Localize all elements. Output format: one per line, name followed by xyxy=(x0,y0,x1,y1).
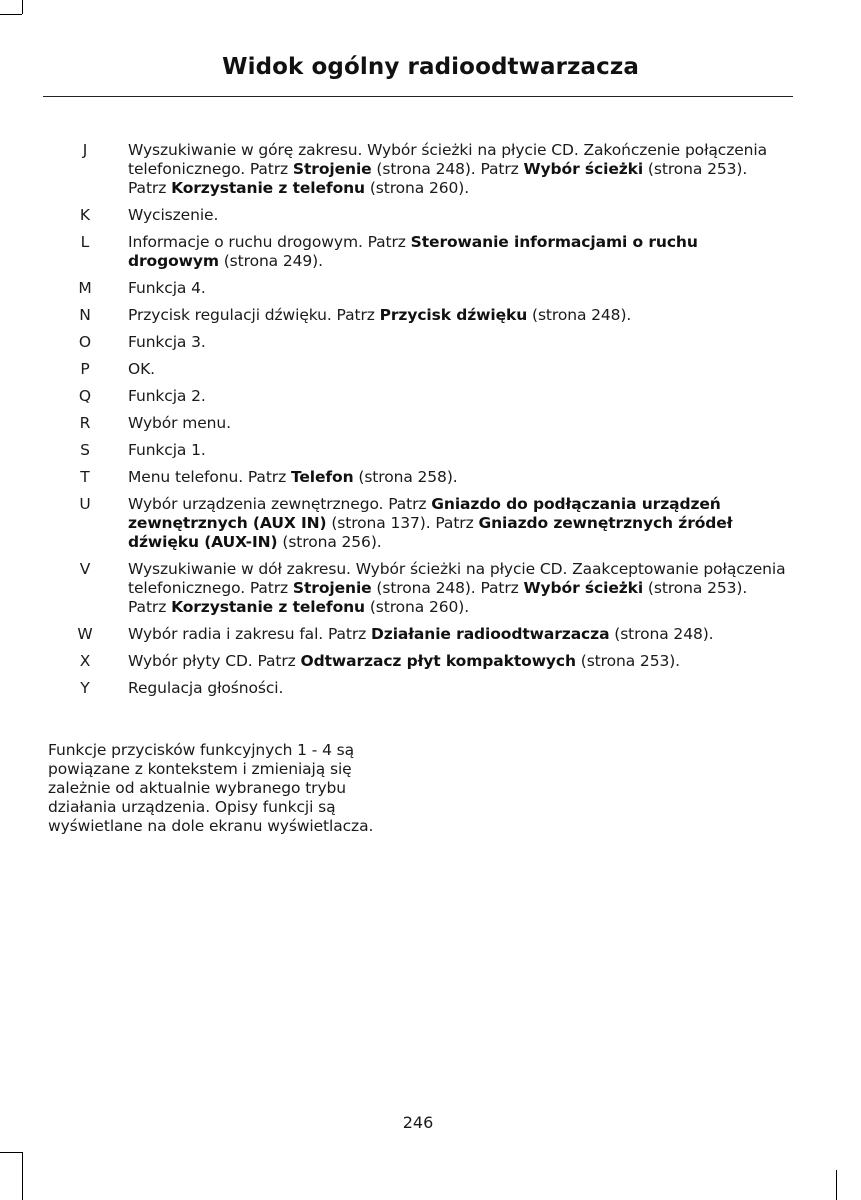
crop-mark-top-left-horizontal xyxy=(0,14,22,15)
description-text: Funkcja 1. xyxy=(128,441,206,459)
description-text: (strona 260). xyxy=(365,598,470,616)
page-title: Widok ogólny radioodtwarzacza xyxy=(222,54,639,80)
description-text: Funkcja 2. xyxy=(128,387,206,405)
description-text: Wybór urządzenia zewnętrznego. Patrz xyxy=(128,495,432,513)
description-text: (strona 253). Patrz xyxy=(128,160,748,197)
legend-item xyxy=(0,560,861,617)
cross-reference-title: Strojenie xyxy=(292,579,372,597)
description-text: Regulacja głośności. xyxy=(128,679,284,697)
legend-item-key: Q xyxy=(78,387,92,405)
description-text: Wybór płyty CD. Patrz xyxy=(128,652,301,670)
legend-item-description xyxy=(128,333,788,352)
description-text: Wybór radia i zakresu fal. Patrz xyxy=(128,625,372,643)
description-text: (strona 137). Patrz xyxy=(326,514,479,532)
page-number: 246 xyxy=(402,1113,434,1132)
description-text: Przycisk regulacji dźwięku. Patrz xyxy=(128,306,380,324)
description-text: Wyszukiwanie w górę zakresu. Wybór ścieżki na płycie CD. Zakończenie połączenia telefonicznego. Patrz xyxy=(128,141,767,178)
legend-list xyxy=(0,141,861,706)
legend-item xyxy=(0,360,861,379)
legend-item xyxy=(0,625,861,644)
title-divider xyxy=(43,96,793,97)
legend-item-description xyxy=(128,495,788,552)
description-text: (strona 253). xyxy=(575,652,680,670)
legend-item-key: J xyxy=(82,141,88,159)
crop-mark-bottom-right-vertical xyxy=(836,1170,837,1200)
legend-item-key: V xyxy=(79,560,91,578)
legend-item xyxy=(0,306,861,325)
description-text: (strona 249). xyxy=(218,252,323,270)
legend-item-key: Y xyxy=(80,679,90,697)
legend-item-key: M xyxy=(78,279,92,297)
legend-item xyxy=(0,206,861,225)
legend-item-description xyxy=(128,306,788,325)
description-text: Wyszukiwanie w dół zakresu. Wybór ścieżki na płycie CD. Zaakceptowanie połączenia telefonicznego. Patrz xyxy=(128,560,786,597)
legend-item xyxy=(0,141,861,198)
legend-item xyxy=(0,441,861,460)
description-text: Funkcja 4. xyxy=(128,279,206,297)
description-text: OK. xyxy=(128,360,155,378)
legend-item xyxy=(0,279,861,298)
legend-item xyxy=(0,233,861,271)
legend-item-description xyxy=(128,560,788,617)
legend-item-description xyxy=(128,279,788,298)
cross-reference-title: Korzystanie z telefonu xyxy=(171,179,365,197)
cross-reference-title: Działanie radioodtwarzacza xyxy=(371,625,610,643)
cross-reference-title: Wybór ścieżki xyxy=(523,160,644,178)
legend-item-key: S xyxy=(80,441,90,459)
cross-reference-title: Gniazdo zewnętrznych źródeł dźwięku (AUX-IN) xyxy=(128,514,733,551)
legend-item-description xyxy=(128,679,788,698)
legend-item xyxy=(0,652,861,671)
legend-item-description xyxy=(128,414,788,433)
cross-reference-title: Strojenie xyxy=(292,160,372,178)
legend-item-key: W xyxy=(77,625,93,643)
legend-item-key: X xyxy=(79,652,91,670)
legend-item xyxy=(0,679,861,698)
description-text: (strona 253). Patrz xyxy=(128,579,748,616)
description-text: (strona 248). xyxy=(527,306,632,324)
legend-item xyxy=(0,468,861,487)
function-buttons-note: Funkcje przycisków funkcyjnych 1 - 4 są powiązane z kontekstem i zmieniają się zależnie od aktualnie wybranego trybu działania urządzenia. Opisy funkcji są wyświetlane na dole ekranu wyświetlacza. xyxy=(48,741,374,835)
description-text: (strona 248). xyxy=(609,625,714,643)
crop-mark-bottom-left-horizontal xyxy=(0,1152,22,1153)
cross-reference-title: Gniazdo do podłączania urządzeń zewnętrznych (AUX IN) xyxy=(128,495,721,532)
legend-item-description xyxy=(128,141,788,198)
legend-item-key: U xyxy=(79,495,91,513)
legend-item xyxy=(0,333,861,352)
legend-item-key: N xyxy=(79,306,91,324)
cross-reference-title: Korzystanie z telefonu xyxy=(171,598,365,616)
crop-mark-bottom-left-vertical xyxy=(22,1152,23,1200)
cross-reference-title: Przycisk dźwięku xyxy=(379,306,528,324)
description-text: Wyciszenie. xyxy=(128,206,219,224)
legend-item-description xyxy=(128,468,788,487)
description-text: (strona 256). xyxy=(277,533,382,551)
crop-mark-top-left-vertical xyxy=(22,0,23,14)
legend-item-key: K xyxy=(79,206,91,224)
cross-reference-title: Wybór ścieżki xyxy=(523,579,644,597)
cross-reference-title: Telefon xyxy=(290,468,354,486)
description-text: Wybór menu. xyxy=(128,414,231,432)
description-text: Funkcja 3. xyxy=(128,333,206,351)
description-text: (strona 260). xyxy=(365,179,470,197)
legend-item-key: R xyxy=(79,414,91,432)
legend-item-key: T xyxy=(80,468,90,486)
cross-reference-title: Odtwarzacz płyt kompaktowych xyxy=(300,652,576,670)
legend-item xyxy=(0,414,861,433)
legend-item-description xyxy=(128,206,788,225)
legend-item-key: O xyxy=(78,333,92,351)
legend-item-description xyxy=(128,652,788,671)
legend-item-description xyxy=(128,387,788,406)
legend-item-key: P xyxy=(80,360,90,378)
legend-item-description xyxy=(128,233,788,271)
legend-item-description xyxy=(128,360,788,379)
description-text: (strona 248). Patrz xyxy=(371,579,524,597)
description-text: Informacje o ruchu drogowym. Patrz xyxy=(128,233,411,251)
description-text: (strona 248). Patrz xyxy=(371,160,524,178)
cross-reference-title: Sterowanie informacjami o ruchu drogowym xyxy=(128,233,698,270)
legend-item xyxy=(0,495,861,552)
description-text: Menu telefonu. Patrz xyxy=(128,468,291,486)
legend-item-key: L xyxy=(80,233,90,251)
legend-item xyxy=(0,387,861,406)
legend-item-description xyxy=(128,625,788,644)
legend-item-description xyxy=(128,441,788,460)
description-text: (strona 258). xyxy=(353,468,458,486)
